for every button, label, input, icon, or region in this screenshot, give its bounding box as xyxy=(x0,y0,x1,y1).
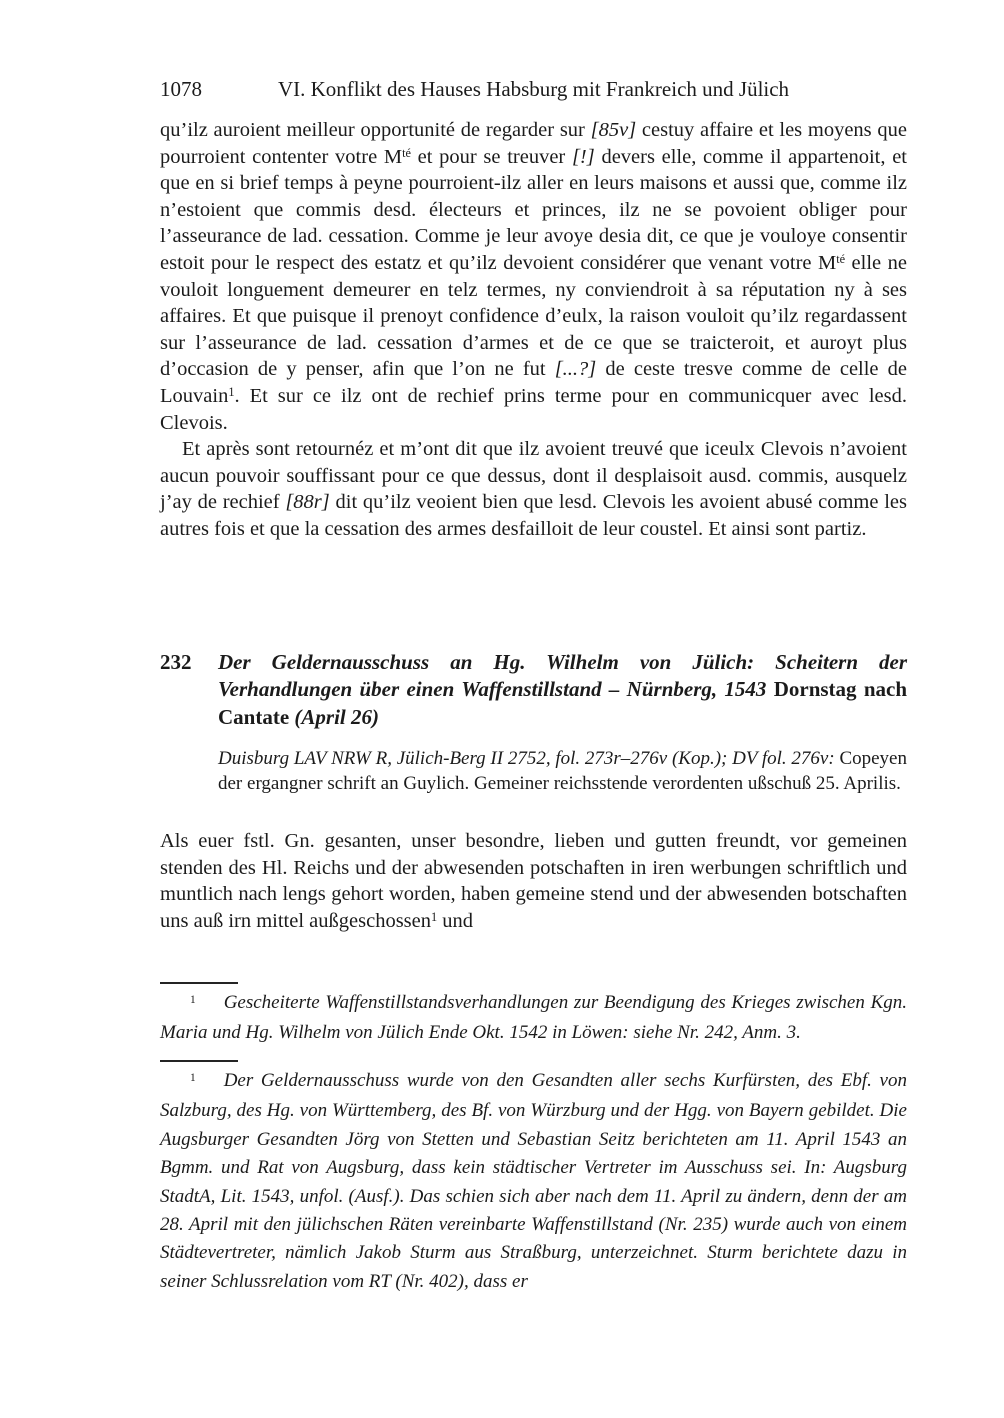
footnote xyxy=(160,989,907,1048)
entry-title: Der Geldernausschuss an Hg. Wilhelm von Jülich: Scheitern der Verhandlungen über einen Waffenstillstand – Nürnberg, 1543 Dornstag nach Cantate (April 26) xyxy=(218,650,907,729)
footnote-block-2 xyxy=(160,1060,907,1296)
entry-body-paragraph: Als euer fstl. Gn. gesanten, unser besondre, lieben und gutten freundt, vor gemeinen stenden des Hl. Reichs und der abwesenden potschaften in iren werbungen schriftlich und muntlich nach lengs gehort worden, haben gemeine stend und der abwesenden botschaften uns auß irn mittel außgeschossen$^1$ und xyxy=(160,830,907,932)
entry-heading xyxy=(160,649,907,731)
body-text xyxy=(160,117,907,543)
entry-source-note: Duisburg LAV NRW R, Jülich-Berg II 2752, fol. 273r–276v (Kop.); DV fol. 276v: Copeyen der ergangner schrift an Guylich. Gemeiner reichsstende verordenten ußschuß 25. Aprilis. xyxy=(218,748,907,794)
entry-number: 232 xyxy=(160,650,192,674)
footnote-separator-rule xyxy=(160,1060,238,1062)
page-header xyxy=(160,76,907,102)
body-paragraph-1: qu’ilz auroient meilleur opportunité de regarder sur [85v] cestuy affaire et les moyens que pourroient contenter votre $M^{té}$ et pour se treuver [!] devers elle, comme il appartenoit, et que en si brief temps à peyne pourroient-ilz aller en leurs maisons et aussi que, comme ilz n’estoient que commis desd. électeurs et princes, ilz ne se povoient obliger pour l’asseurance de lad. cessation. Comme je leur avoye desia dit, ce que je vouloye consentir estoit pour le respect des estatz et qu’ilz devoient considérer que venant votre $M^{té}$ elle ne vouloit longuement demeurer en telz termes, ny conviendroit à sa réputation ny à ses affaires. Et que puisque il prenoyt confidence d’eulx, la raison vouloit qu’ilz regardassent sur l’asseurance de lad. cessation d’armes et de ce que se traicteroit, et auroyt plus d’occasion de y penser, afin que l’on ne fut [...?] de ceste tresve comme de celle de Louvain$^1$. Et sur ce ilz ont de rechief prins terme pour en communicquer avec lesd. Clevois. xyxy=(160,119,907,434)
running-title: VI. Konflikt des Hauses Habsburg mit Frankreich und Jülich xyxy=(277,77,790,101)
body-paragraph-2: Et après sont retournéz et m’ont dit que ilz avoient treuvé que iceulx Clevois n’avoient aucun pouvoir souffissant pour ce que dessus, dont il desplaisoit ausd. commis, ausquelz j’ay de rechief [88r] dit qu’ilz veoient bien que lesd. Clevois les avoient abusé comme les autres fois et que la cessation des armes desfailloit de leur coustel. Et ainsi sont partiz. xyxy=(160,438,907,540)
page-number: 1078 xyxy=(160,77,202,101)
footnote-text: Gescheiterte Waffenstillstandsverhandlungen zur Beendigung des Krieges zwischen Kgn. Maria und Hg. Wilhelm von Jülich Ende Okt. 1542 in Löwen: siehe Nr. 242, Anm. 3. xyxy=(160,992,907,1044)
footnote xyxy=(160,1067,907,1296)
footnote-block-1 xyxy=(160,982,907,1048)
footnote-marker: 1 xyxy=(190,1071,196,1084)
footnote-marker: 1 xyxy=(190,993,196,1006)
footnote-separator-rule xyxy=(160,982,238,984)
footnote-text: Der Geldernausschuss wurde von den Gesandten aller sechs Kurfürsten, des Ebf. von Salzburg, des Hg. von Württemberg, des Bf. von Würzburg und der Hgg. von Bayern gebildet. Die Augsburger Gesandten Jörg von Stetten und Sebastian Seitz berichteten am 11. April 1543 an Bgmm. und Rat von Augsburg, dass kein städtischer Vertreter im Ausschuss sei. In: Augsburg StadtA, Lit. 1543, unfol. (Ausf.). Das schien sich aber nach dem 11. April zu ändern, denn der am 28. April mit den jülichschen Räten vereinbarte Waffenstillstand (Nr. 235) wurde auch von einem Städtevertreter, nämlich Jakob Sturm aus Straßburg, unterzeichnet. Sturm berichtete dazu in seiner Schlussrelation vom RT (Nr. 402), dass er xyxy=(160,1070,907,1292)
